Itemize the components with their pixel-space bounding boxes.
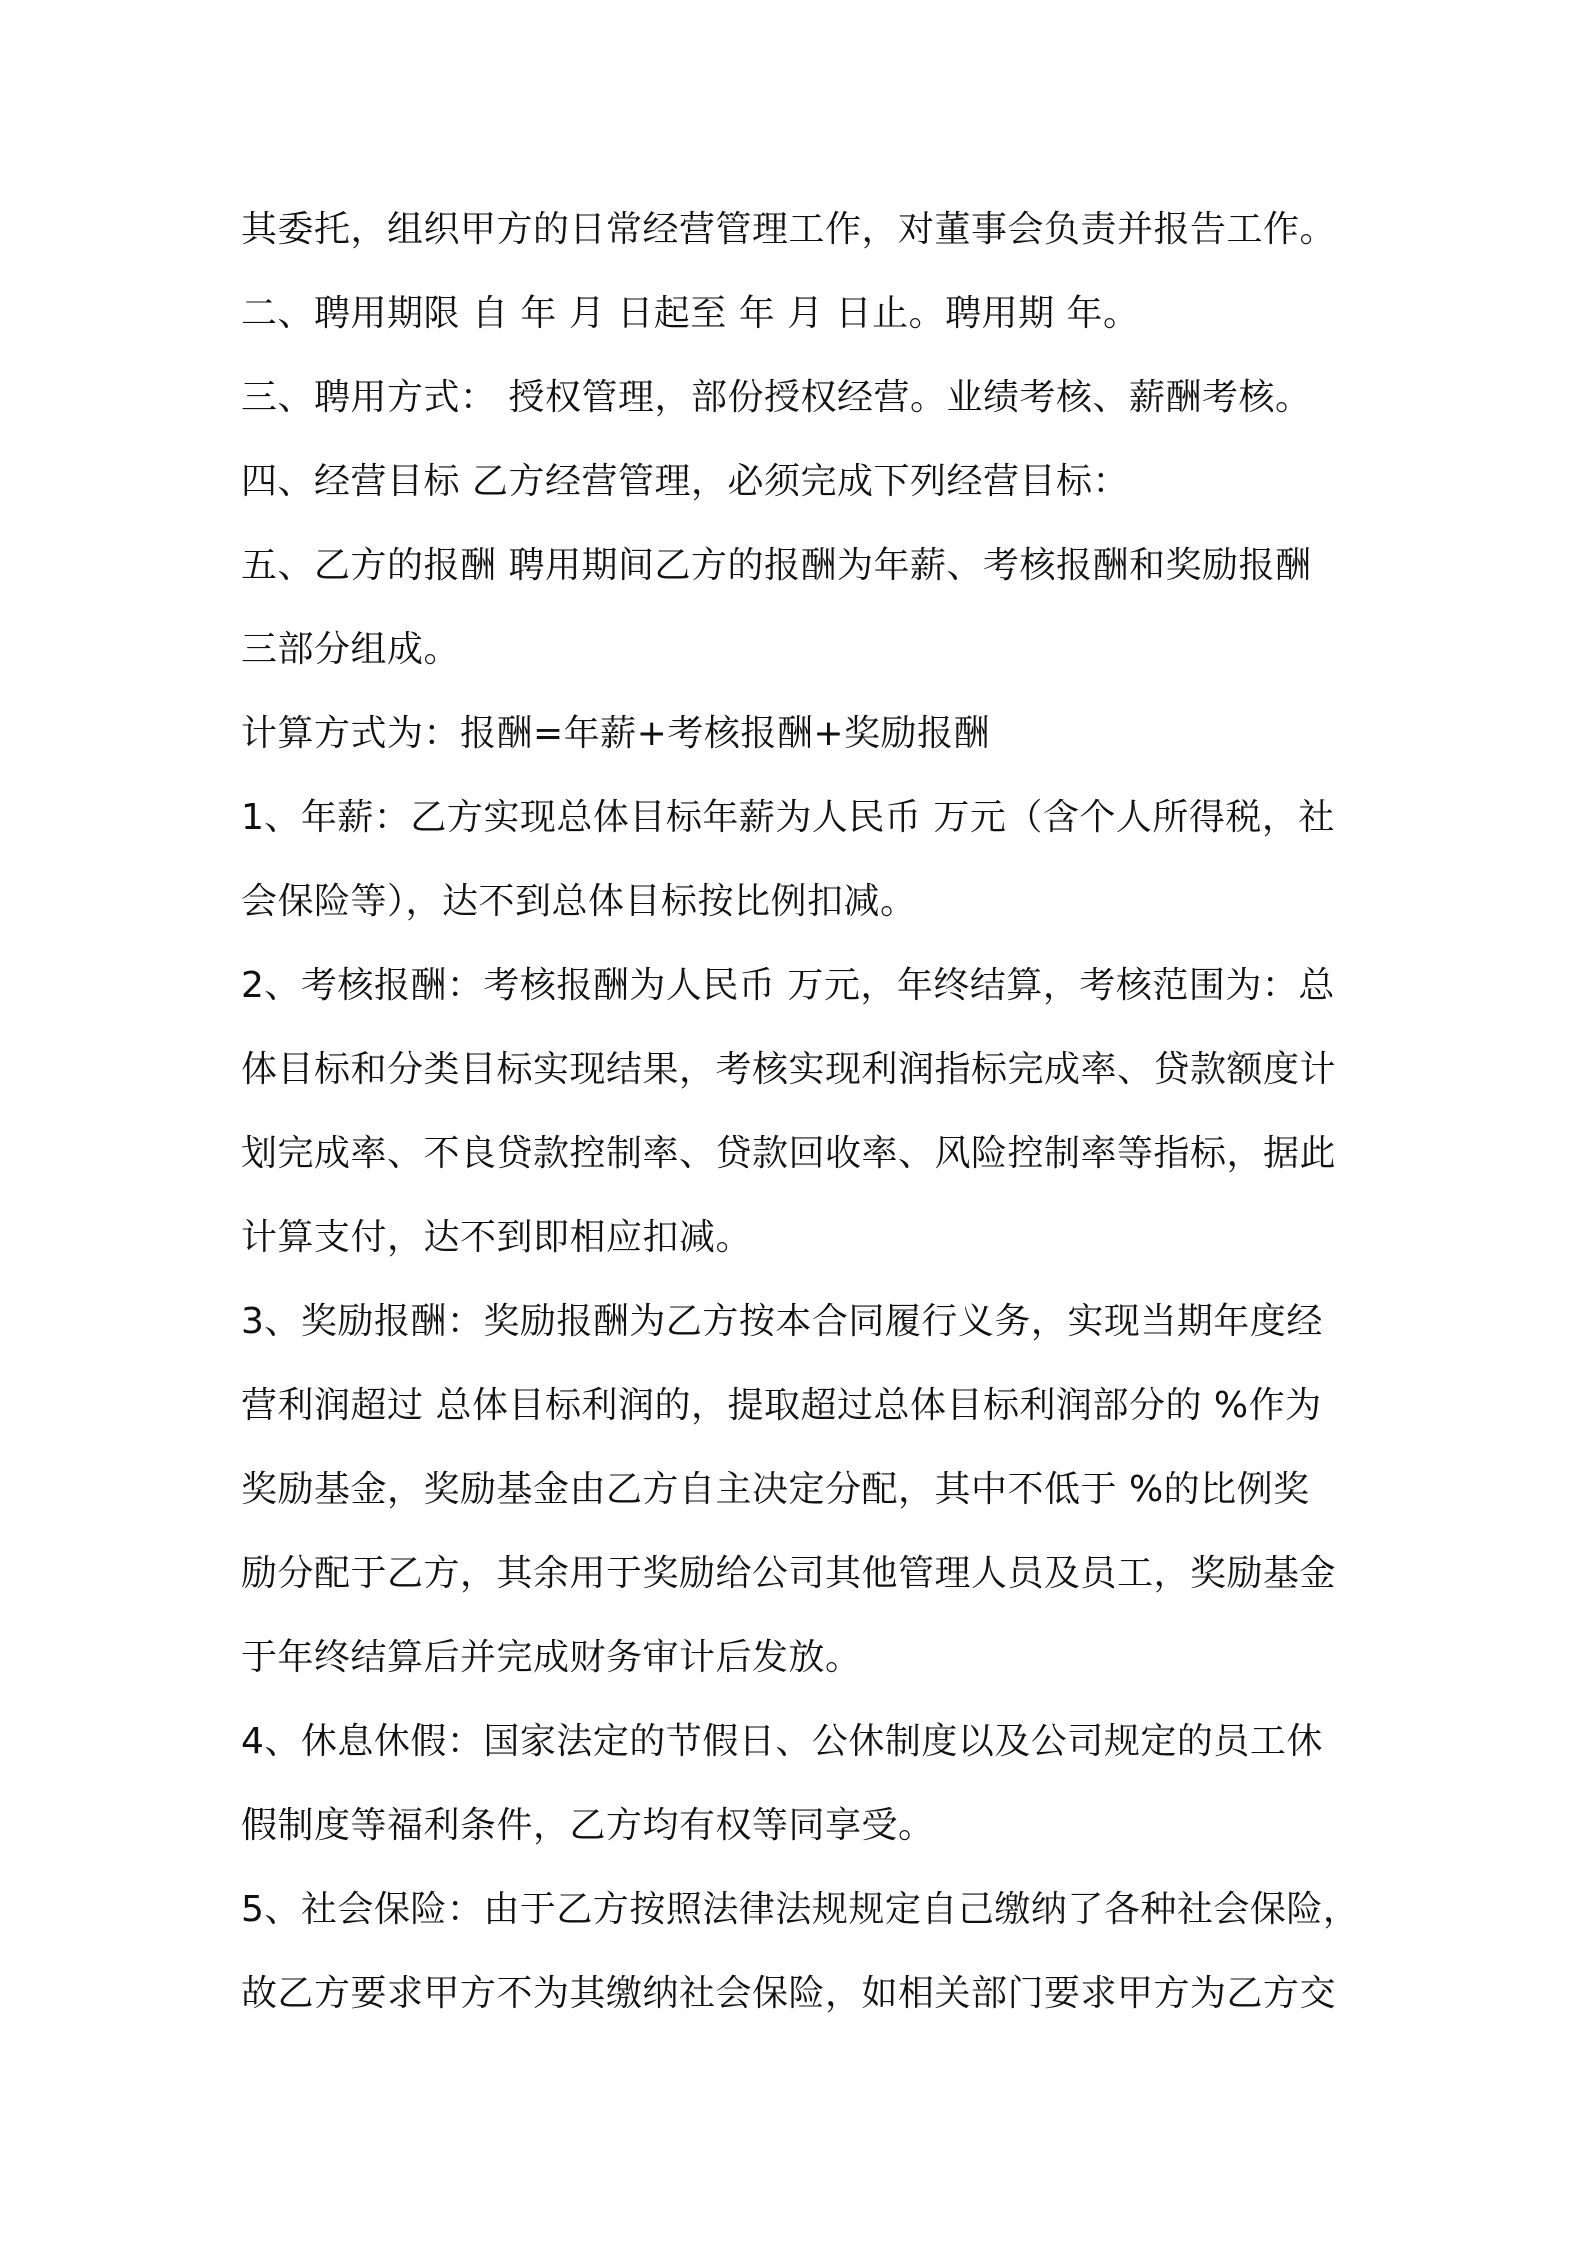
document-body xyxy=(241,200,1361,2048)
text-line-22: 故乙方要求甲方不为其缴纳社会保险，如相关部门要求甲方为乙方交 xyxy=(241,1973,1337,2014)
text-line-3: 三、聘用方式： 授权管理，部份授权经营。业绩考核、薪酬考核。 xyxy=(241,377,1312,418)
text-line-14: 3、奖励报酬：奖励报酬为乙方按本合同履行义务，实现当期年度经 xyxy=(241,1301,1323,1342)
text-line-1: 其委托，组织甲方的日常经营管理工作，对董事会负责并报告工作。 xyxy=(241,209,1337,250)
text-line-17: 励分配于乙方，其余用于奖励给公司其他管理人员及员工，奖励基金 xyxy=(241,1553,1337,1594)
text-line-15: 营利润超过 总体目标利润的，提取超过总体目标利润部分的 %作为 xyxy=(241,1385,1322,1426)
text-line-11: 体目标和分类目标实现结果，考核实现利润指标完成率、贷款额度计 xyxy=(241,1049,1337,1090)
text-line-8: 1、年薪：乙方实现总体目标年薪为人民币 万元（含个人所得税，社 xyxy=(241,797,1335,838)
text-line-4: 四、经营目标 乙方经营管理，必须完成下列经营目标： xyxy=(241,461,1129,502)
text-line-21: 5、社会保险：由于乙方按照法律法规规定自己缴纳了各种社会保险， xyxy=(241,1889,1360,1930)
text-line-10: 2、考核报酬：考核报酬为人民币 万元，年终结算，考核范围为：总 xyxy=(241,965,1335,1006)
text-line-9: 会保险等），达不到总体目标按比例扣减。 xyxy=(241,881,917,922)
text-line-19: 4、休息休假：国家法定的节假日、公休制度以及公司规定的员工休 xyxy=(241,1721,1323,1762)
text-line-2: 二、聘用期限 自 年 月 日起至 年 月 日止。聘用期 年。 xyxy=(241,293,1140,334)
text-line-13: 计算支付，达不到即相应扣减。 xyxy=(241,1217,753,1258)
text-line-7: 计算方式为：报酬=年薪+考核报酬+奖励报酬 xyxy=(241,713,990,754)
text-line-20: 假制度等福利条件，乙方均有权等同享受。 xyxy=(241,1805,935,1846)
text-line-12: 划完成率、不良贷款控制率、贷款回收率、风险控制率等指标，据此 xyxy=(241,1133,1337,1174)
text-line-6: 三部分组成。 xyxy=(241,629,461,670)
text-line-16: 奖励基金，奖励基金由乙方自主决定分配，其中不低于 %的比例奖 xyxy=(241,1469,1310,1510)
text-line-18: 于年终结算后并完成财务审计后发放。 xyxy=(241,1637,862,1678)
text-line-5: 五、乙方的报酬 聘用期间乙方的报酬为年薪、考核报酬和奖励报酬 xyxy=(241,545,1312,586)
